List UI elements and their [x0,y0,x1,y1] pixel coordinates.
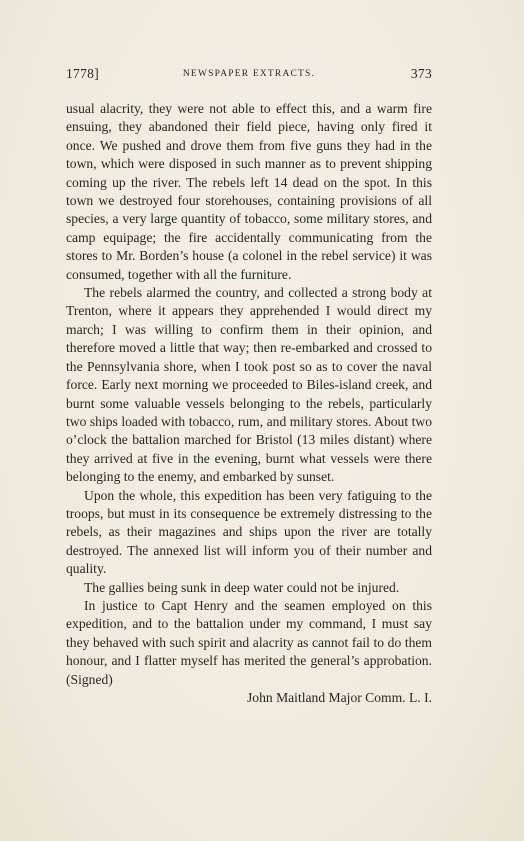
paragraph: Upon the whole, this expedition has been very fatiguing to the troops, but must in its consequence be extremely distressing to the rebels, as their magazines and ships upon the river are totally destroyed. The annexed list will inform you of their number and quality. [66,487,432,577]
body-text [66,100,432,707]
paragraph-continued: usual alacrity, they were not able to effect this, and a warm fire ensuing, they abandoned their field piece, having only fired it once. We pushed and drove them from five guns they had in the town, which were disposed in such manner as to prevent shipping coming up the river. The rebels left 14 dead on the spot. In this town we destroyed four storehouses, containing provisions of all species, a very large quantity of tobacco, some military stores, and camp equipage; the fire accidentally communicating from the stores to Mr. Borden’s house (a colonel in the rebel service) it was consumed, together with all the furniture. [66,101,432,282]
page-number: 373 [410,66,432,81]
paragraph: The rebels alarmed the country, and collected a strong body at Trenton, where it appears they apprehended I would direct my march; I was willing to confirm them in their opinion, and therefore moved a little that way; then re-embarked and crossed to the Pennsylvania shore, when I took post so as to cover the naval force. Early next morning we proceeded to Biles-island creek, and burnt some valuable vessels belonging to the rebels, particularly two ships loaded with tobacco, rum, and military stores. About two o’clock the battalion marched for Bristol (13 miles distant) where they arrived at five in the evening, burnt what vessels were there belonging to the enemy, and embarked by sunset. [66,285,432,485]
running-header [66,66,432,86]
paragraph: The gallies being sunk in deep water could not be injured. [84,579,400,595]
header-year: 1778] [66,66,99,81]
header-title: NEWSPAPER EXTRACTS. [182,69,316,79]
signature-line: John Maitland Major Comm. L. I. [246,690,432,705]
paragraph: In justice to Capt Henry and the seamen employed on this expedition, and to the battalion under my command, I must say they behaved with such spirit and alacrity as cannot fail to do them honour, and I flatter myself has merited the general’s approbation. (Signed) [66,597,432,687]
